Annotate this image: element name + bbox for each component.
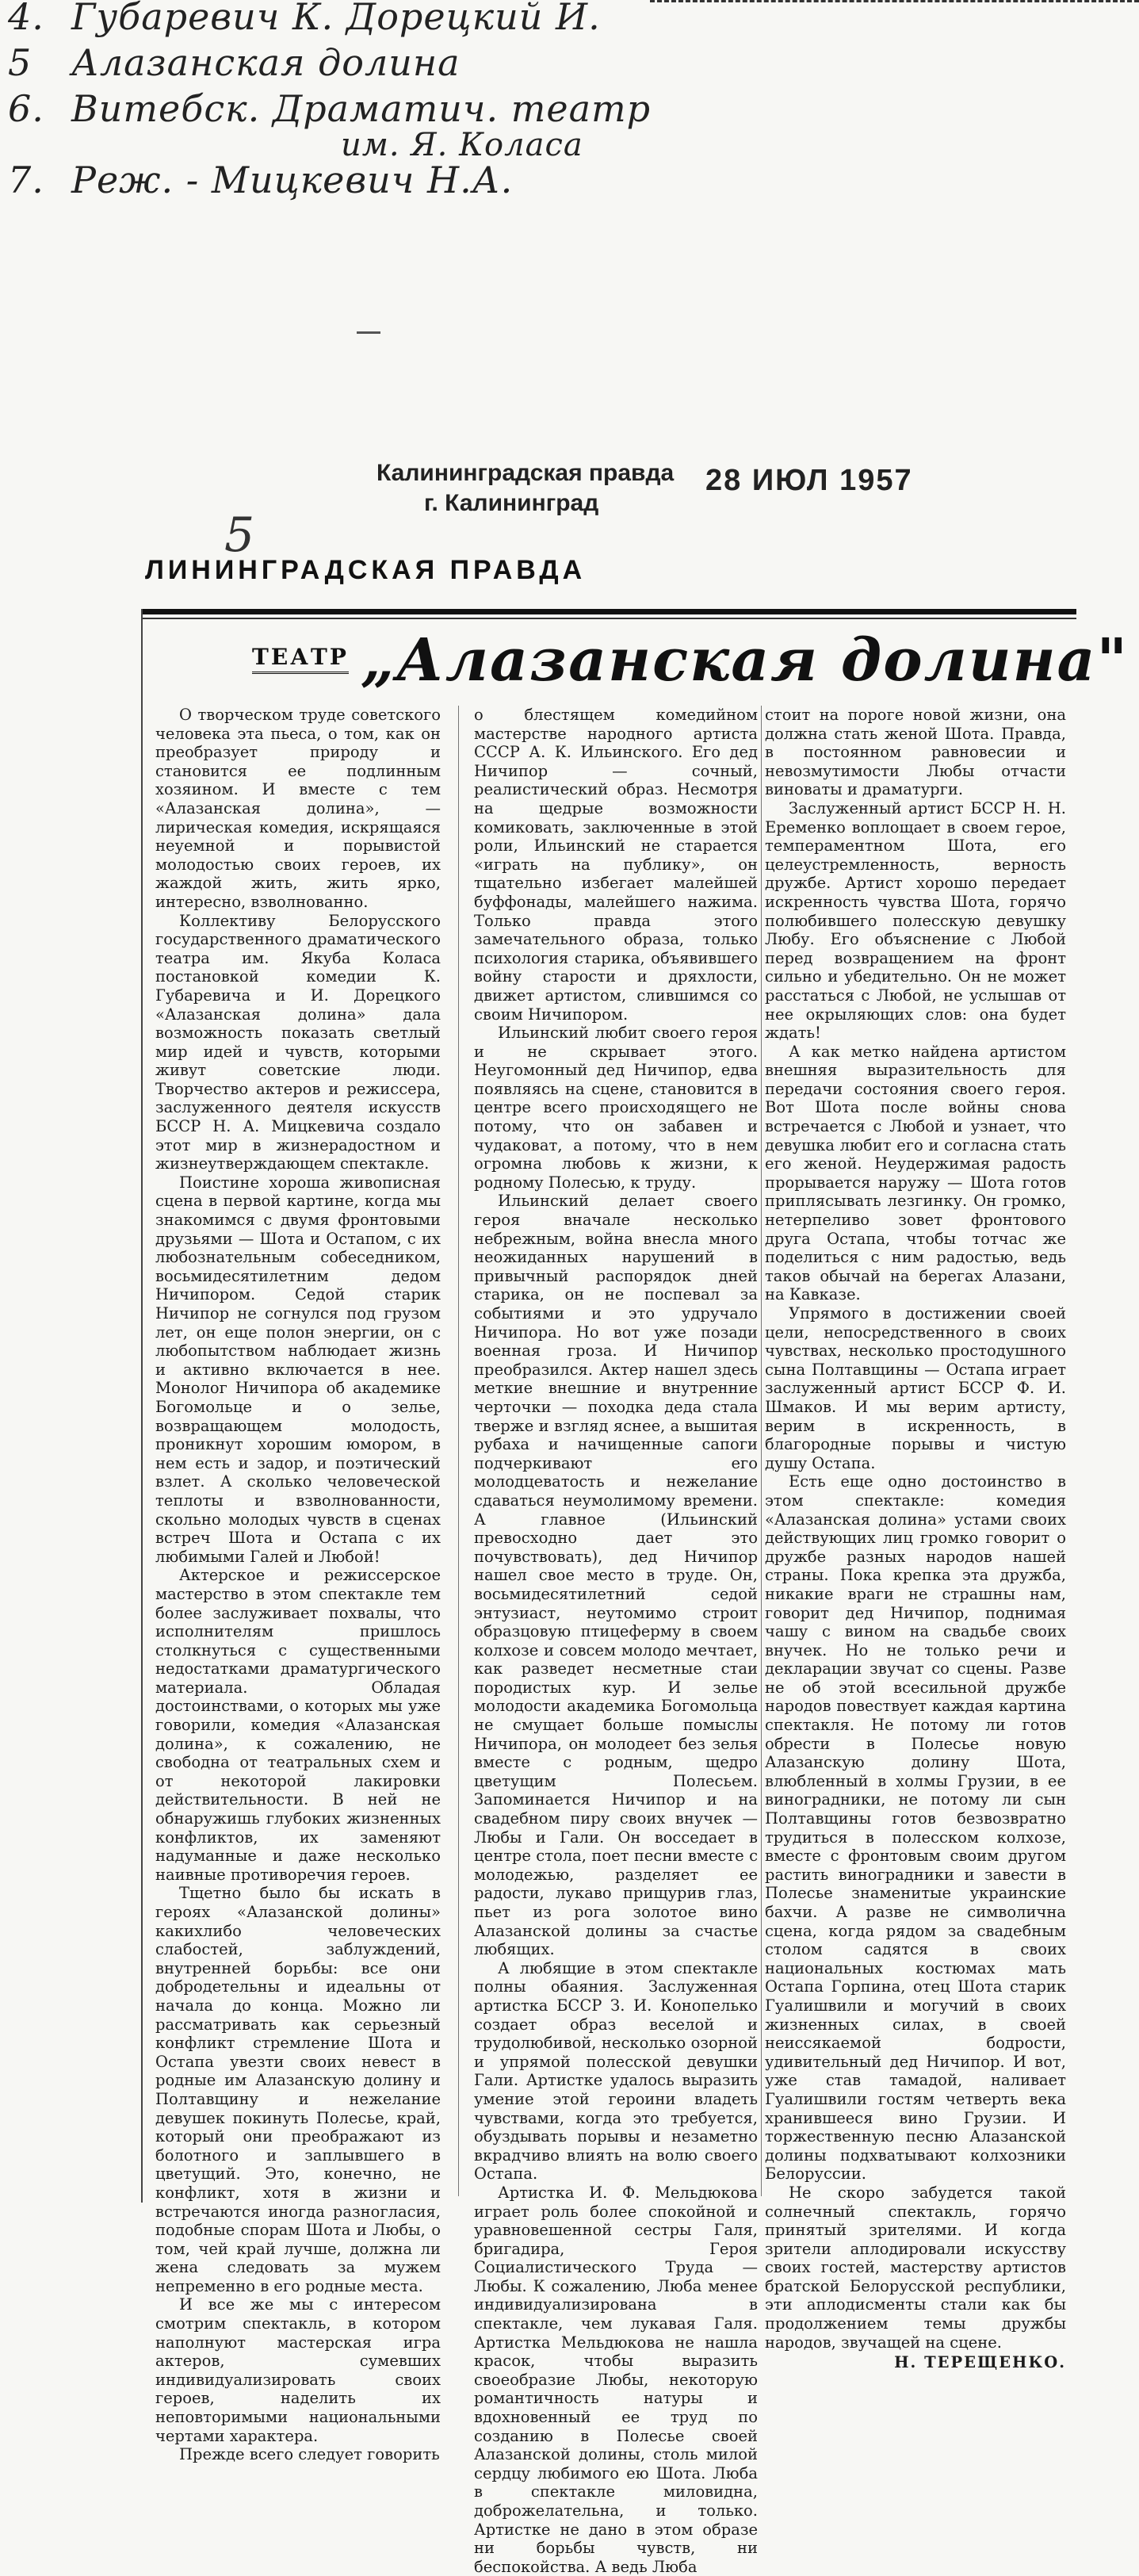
paragraph: А любящие в этом спектакле полны обаяния. Заслуженная артистка БССР З. И. Конопелько создает образ веселой и трудолюбивой, несколько озорной и упрямой полесской девушки Гали. Артистке удалось выразить умение этой героини владеть чувствами, когда это требуется, обуздывать порывы и незаметно вкрадчиво влиять на волю своего Остапа. xyxy=(474,1958,758,2184)
masthead-rule xyxy=(141,609,1076,614)
handwritten-line-6: 6. Витебск. Драматич. театр xyxy=(8,87,652,130)
paragraph: Коллективу Белорусского государственного драматического театра им. Якуба Коласа постановкой комедии К. Губаревича и И. Дорецкого «Алазанская долина» дала возможность показать светлый мир идей и чувств, которыми живут советские люди. Творчество актеров и режиссера, заслуженного деятеля искусств БССР Н. А. Мицкевича создало этот мир в жизнерадостном и жизнеутверждающем спектакле. xyxy=(155,911,441,1173)
paragraph: Актерское и режиссерское мастерство в этом спектакле тем более заслуживает похвалы, что исполнителям пришлось столкнуться с существенными недостатками драматургического материала. Обладая достоинствами, о которых мы уже говорили, комедия «Алазанская долина», к сожалению, не свободна от театральных схем и от некоторой лакировки действительности. В ней не обнаружишь глубоких жизненных конфликтов, их заменяют надуманные и даже несколько наивные противоречия героев. xyxy=(155,1566,441,1884)
author-signature: Н. ТЕРЕЩЕНКО. xyxy=(894,2353,1066,2372)
paragraph: А как метко найдена артистом внешняя выразительность для передачи состояния своего героя. Вот Шота после войны снова встречается с Любой и узнает, что девушка любит его и согласна стать его женой. Неудержимая радость прорывается наружу — Шота готов приплясывать лезгинку. Он громко, нетерпеливо зовет фронтового друга Остапа, чтобы тотчас же поделиться с ним радостью, ведь таков обычай на берегах Алазани, на Кавказе. xyxy=(765,1042,1066,1304)
paragraph: Упрямого в достижении своей цели, непосредственного в своих чувствах, несколько простодушного сына Полтавщины — Остапа играет заслуженный артист БССР Ф. И. Шмаков. И мы верим артисту, верим в искренность, в благородные порывы и чистую душу Остапа. xyxy=(765,1304,1066,1472)
paragraph: Тщетно было бы искать в героях «Алазанской долины» какихлибо человеческих слабостей, заблуждений, внутренней борьбы: все они добродетельны и идеальны от начала до конца. Можно ли рассматривать как серьезный конфликт стремление Шота и Остапа увезти своих невест в родные им Алазанскую долину и Полтавщину и нежелание девушек покинуть Полесье, край, который они преображают из болотного и заплывшего в цветущий. Это, конечно, не конфликт, хотя в жизни и встречаются иногда разногласия, подобные спорам Шота и Любы, о том, чей край лучше, должна ли жена следовать за мужем непременно в его родные места. xyxy=(155,1884,441,2295)
paragraph: Не скоро забудется такой солнечный спектакль, горячо принятый зрителями. И когда зрители аплодировали искусству своих гостей, мастерству артистов братской Белорусской республики, эти аплодисменты стали как бы продолжением темы дружбы народов, звучащей на сцене. xyxy=(765,2183,1066,2352)
article-column-2 xyxy=(474,706,758,2576)
article-column-1 xyxy=(155,706,441,2464)
stamp-date: 28 ИЮЛ 1957 xyxy=(705,464,913,497)
top-edge-line xyxy=(650,0,1139,20)
paragraph: о блестящем комедийном мастерстве народного артиста СССР А. К. Ильинского. Его дед Ничипор — сочный, реалистический образ. Несмотря на щедрые возможности комиковать, заключенные в этой роли, Ильинский не старается «играть на публику», он тщательно избегает малейшей буффонады, малейшего нажима. Только правда этого замечательного образа, только психология старика, объявившего войну старости и дряхлости, движет артистом, слившимся со своим Ничипором. xyxy=(474,706,758,1024)
paragraph: Есть еще одно достоинство в этом спектакле: комедия «Алазанская долина» устами своих действующих лиц громко говорит о дружбе разных народов нашей страны. Пока крепка эта дружба, никакие враги не страшны нам, говорит дед Ничипор, поднимая чашу с вином на свадьбе своих внучек. Но не только речи и декларации звучат со сцены. Разве не об этой всесильной дружбе народов повествует каждая картина спектакля. Не потому ли готов обрести в Полесье новую Алазанскую долину Шота, влюбленный в холмы Грузии, в ее виноградники, не потому ли сын Полтавщины готов безвозвратно трудиться в полесском колхозе, вместе с фронтовым своим другом растить виноградники и завести в Полесье знаменитые украинские бахчи. А разве не символична сцена, когда рядом за свадебным столом садятся в своих национальных костюмах мать Остапа Горпина, отец Шота старик Гуалишвили и могучий в своих жизненных силах, в своей неиссякаемой бодрости, удивительный дед Ничипор. И вот, уже став тамадой, наливает Гуалишвили гостям четверть века хранившееся вино Грузии. И торжественную песню Алазанской долины подхватывают колхозники Белоруссии. xyxy=(765,1472,1066,2184)
paragraph: Артистка И. Ф. Мельдюкова играет роль более спокойной и уравновешенной сестры Галя, бригадира, Героя Социалистического Труда — Любы. К сожалению, Люба менее индивидуализирована в спектакле, чем лукавая Галя. Артистка Мельдюкова не нашла красок, чтобы выразить своеобразие Любы, некоторую романтичность натуры и вдохновенный ее труд по созданию в Полесье своей Алазанской долины, столь милой сердцу любимого ею Шота. Люба в спектакле миловидна, доброжелательна, и только. Артистке не дано в этом образе ни борьбы чувств, ни беспокойства. А ведь Люба xyxy=(474,2183,758,2576)
newspaper-masthead: ЛИНИНГРАДСКАЯ ПРАВДА xyxy=(145,555,587,585)
stray-mark xyxy=(357,331,380,334)
paragraph: стоит на пороге новой жизни, она должна стать женой Шота. Правда, в постоянном равновесии и невозмутимости Любы отчасти виноваты и драматурги. xyxy=(765,706,1066,799)
column-separator xyxy=(458,706,459,2196)
paragraph: Прежде всего следует говорить xyxy=(179,2445,440,2464)
paragraph: Поистине хороша живописная сцена в первой картине, когда мы знакомимся с двумя фронтовыми друзьями — Шота и Остапом, с их любознательным собеседником, восьмидесятилетним дедом Ничипором. Седой старик Ничипор не согнулся под грузом лет, он еще полон энергии, он с любопытством наблюдает жизнь и активно включается в нее. Монолог Ничипора об академике Богомольце и о зелье, возвращающем молодость, проникнут хорошим юмором, в нем есть и задор, и поэтический взлет. А сколько человеческой теплоты и взволнованности, скольно молодых чувств в сценах встреч Шота и Остапа с их любимыми Галей и Любой! xyxy=(155,1173,441,1566)
section-rubric: ТЕАТР xyxy=(252,644,349,674)
paragraph: Ильинский любит своего героя и не скрывает этого. Неугомонный дед Ничипор, едва появляясь на сцене, становится в центре всего происходящего не потому, что он забавен и чудаковат, а потому, что в нем огромна любовь к жизни, к родному Полесью, к труду. xyxy=(474,1024,758,1192)
left-border-line xyxy=(141,609,143,2203)
handwritten-line-4: 4. Губаревич К. Дорецкий И. xyxy=(8,0,601,38)
paragraph: Ильинский делает своего героя вначале несколько небрежным, война внесла много неожиданных нарушений в привычный распорядок дней старика, он не поспевал за событиями и это удручало Ничипора. Но вот уже позади военная гроза. И Ничипор преобразился. Актер нашел здесь меткие внешние и внутренние черточки — походка деда стала тверже и взгляд яснее, а вышитая рубаха и начищенные сапоги подчеркивают его молодцеватость и нежелание сдаваться неумолимому времени. А главное (Ильинский превосходно дает это почувствовать), дед Ничипор нашел свое место в труде. Он, восьмидесятилетний седой энтузиаст, неутомимо строит образцовую птицеферму в своем колхозе и совсем молодо мечтает, как разведет несметные стаи породистых кур. И зелье молодости академика Богомольца не смущает больше помыслы Ничипора, он молодеет без зелья вместе с родным, щедро цветущим Полесьем. Запоминается Ничипор и на свадебном пиру своих внучек — Любы и Гали. Он восседает в центре стола, поет песни вместе с молодежью, разделяет ее радости, лукаво прищурив глаз, пьет из рога золотое вино Алазанской долины за счастье любящих. xyxy=(474,1192,758,1959)
stamp-city: г. Калининград xyxy=(424,490,599,516)
stamp-source: Калининградская правда xyxy=(376,460,675,486)
handwritten-line-6b: им. Я. Коласа xyxy=(341,127,583,163)
handwritten-line-5: 5 Алазанская долина xyxy=(8,41,461,84)
article-column-3 xyxy=(765,706,1066,2372)
paragraph: И все же мы с интересом смотрим спектакль, в котором наполнуют мастерская игра актеров, сумевших индивидуализировать своих героев, наделить их неповторимыми национальными чертами характера. xyxy=(155,2295,441,2445)
handwritten-line-7: 7. Реж. - Мицкевич Н.А. xyxy=(8,159,514,201)
paragraph: Заслуженный артист БССР Н. Н. Еременко воплощает в своем герое, темпераментном Шота, его целеустремленность, верность дружбе. Артист хорошо передает искренность чувства Шота, горячо полюбившего полесскую девушку Любу. Его объяснение с Любой перед возвращением на фронт сильно и убедительно. Он не может расстаться с Любой, не услышав от нее окрыляющих слов: она будет ждать! xyxy=(765,798,1066,1043)
article-headline: „Алазанская долина" xyxy=(361,626,1129,695)
paragraph: О творческом труде советского человека эта пьеса, о том, как он преобразует природу и становится ее подлинным хозяином. И вместе с тем «Алазанская долина», — лирическая комедия, искрящаяся неуемной и порывистой молодостью своих героев, их жаждой жить, жить ярко, интересно, взволнованно. xyxy=(155,706,441,911)
page-number-mark: 5 xyxy=(224,507,255,563)
masthead-rule-thin xyxy=(141,618,1076,619)
column-separator xyxy=(761,706,762,2196)
